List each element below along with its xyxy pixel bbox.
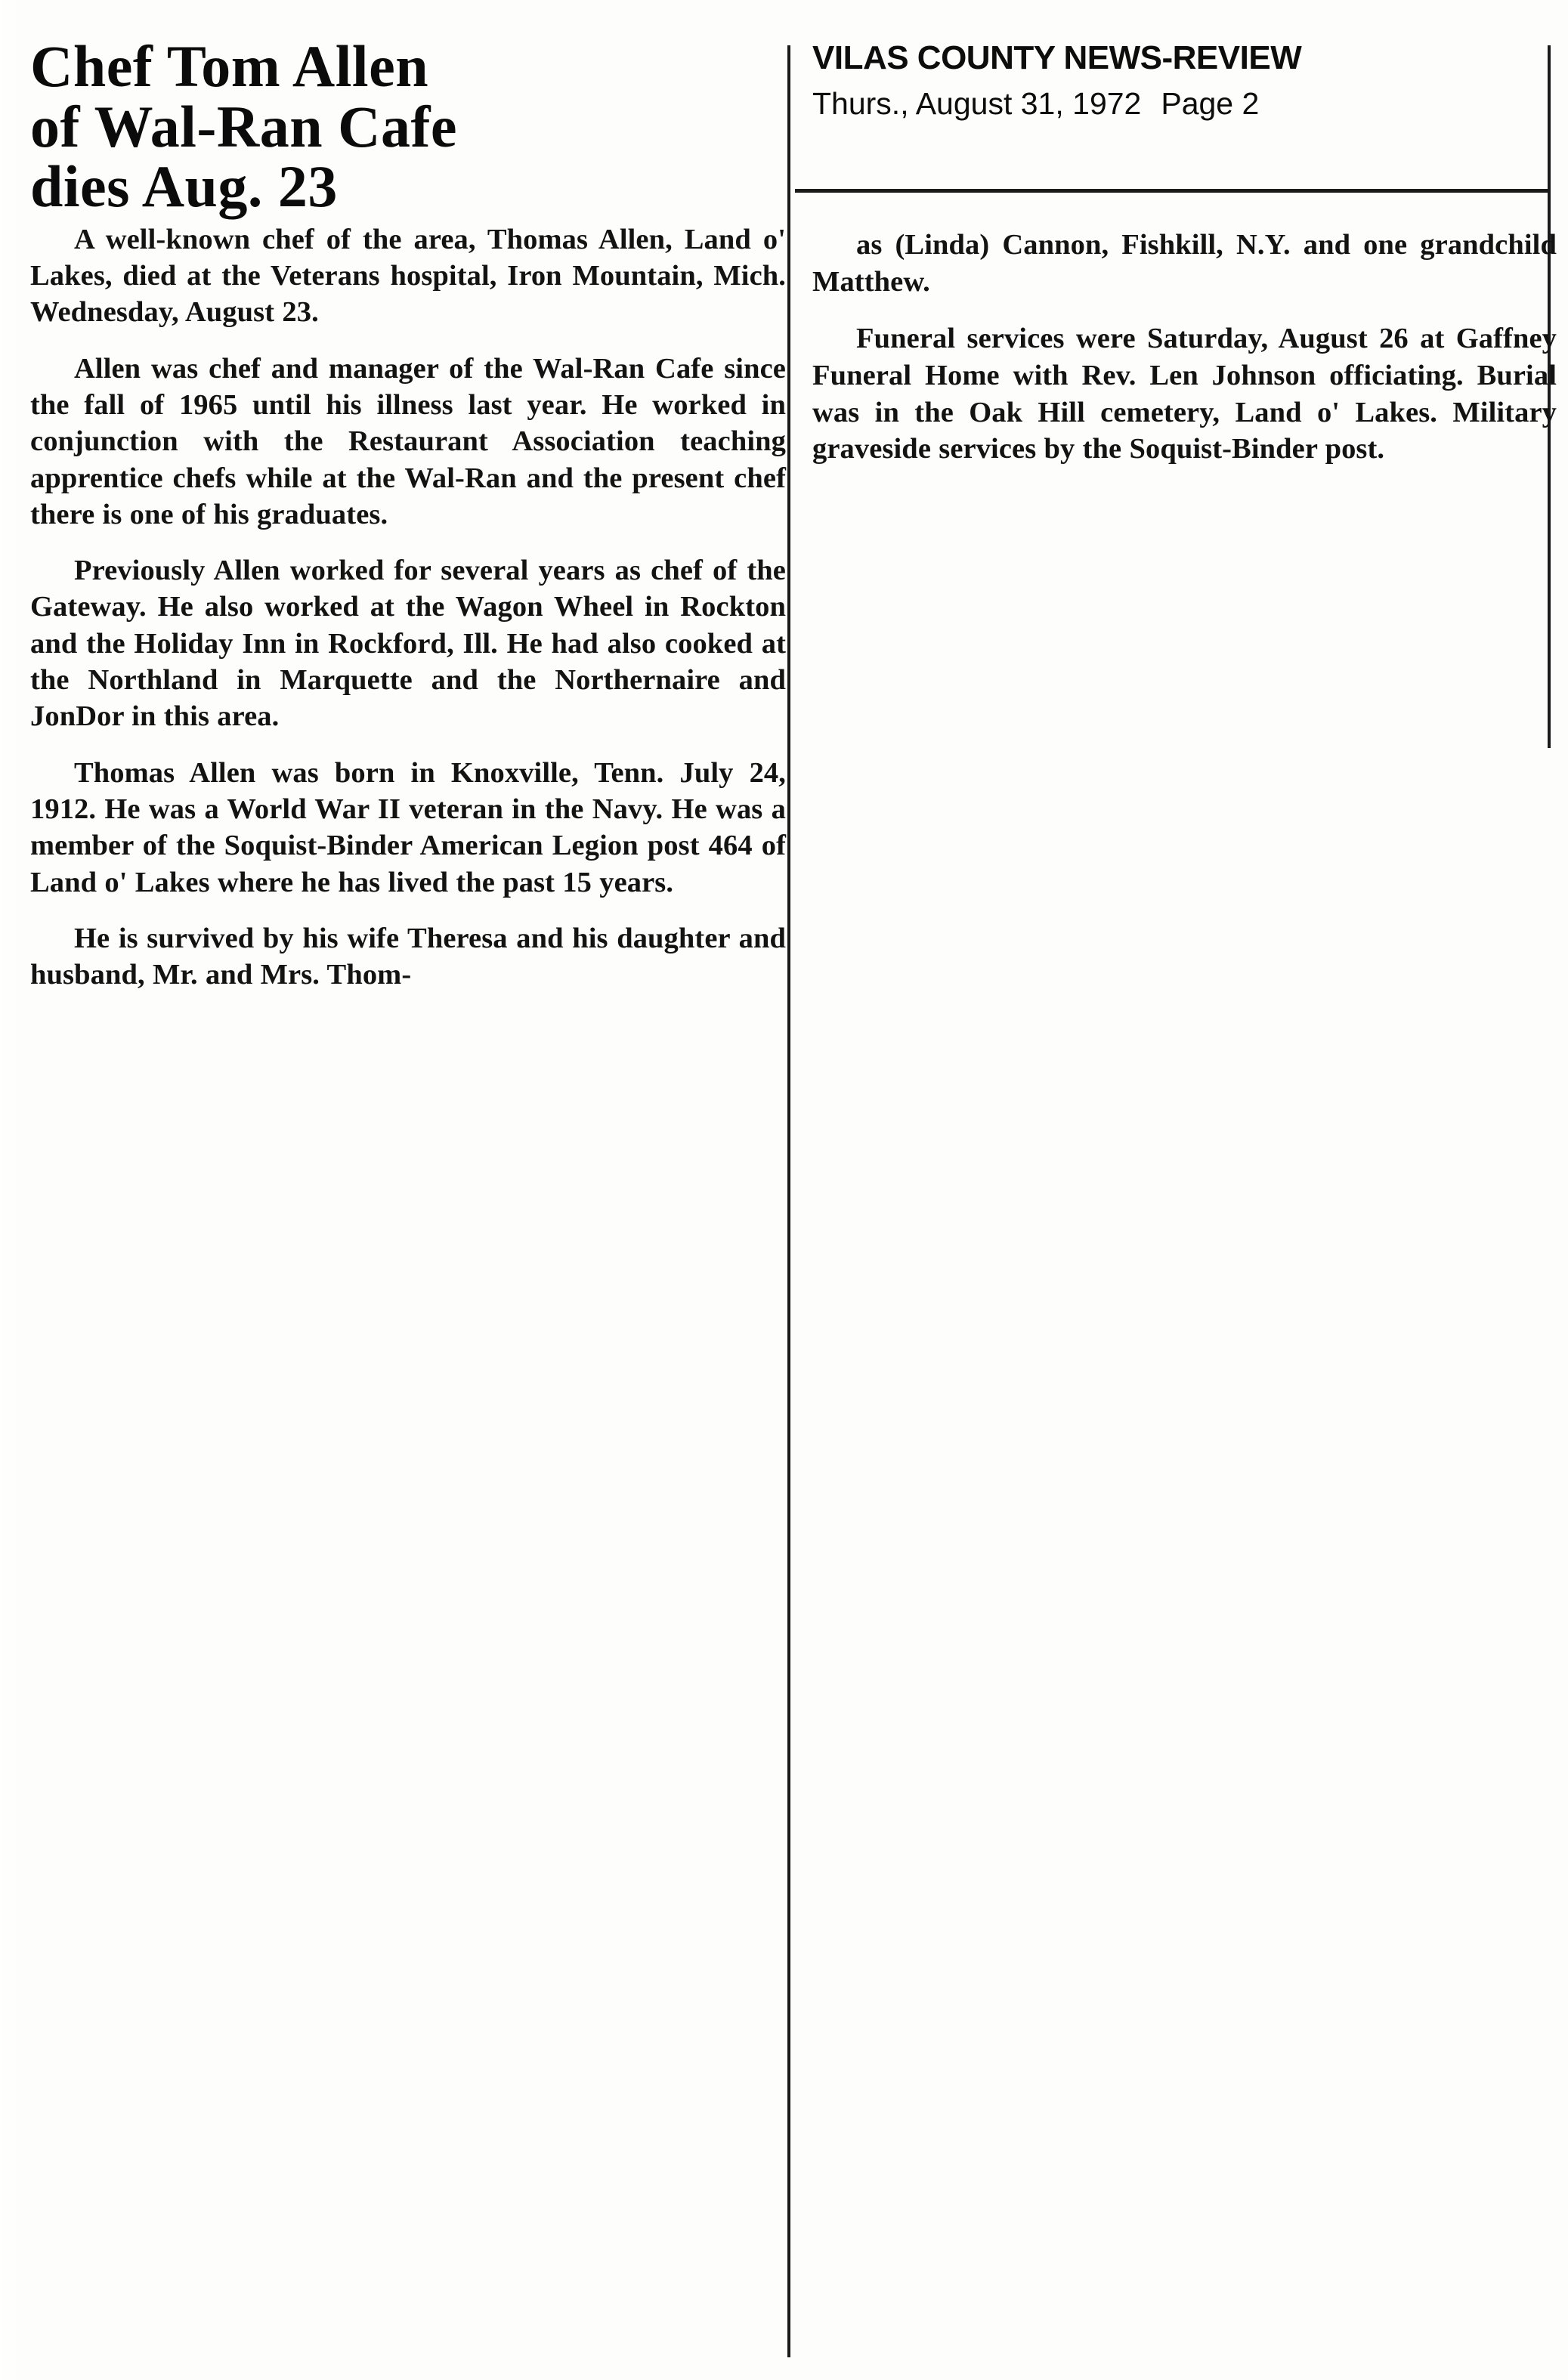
article-paragraph: Funeral services were Saturday, August 26 at Gaffney Funeral Home with Rev. Len Johnson officiating. Burial was in the Oak Hill cemetery, Land o' Lakes. Military graveside services by the Soquist-Binder post. [812, 322, 1557, 465]
left-column [30, 33, 786, 994]
masthead [812, 39, 1549, 122]
headline-line-1: Chef Tom Allen [30, 33, 429, 99]
scan-edge-fade [0, 0, 20, 2380]
article-paragraph: as (Linda) Cannon, Fishkill, N.Y. and one grandchild Matthew. [812, 229, 1557, 298]
page-number: Page 2 [1161, 86, 1260, 121]
article-paragraph: A well-known chef of the area, Thomas Allen, Land o' Lakes, died at the Veterans hospital, Iron Mountain, Mich. Wednesday, August 23. [30, 223, 786, 329]
article-paragraph: Allen was chef and manager of the Wal-Ran Cafe since the fall of 1965 until his illness last year. He worked in conjunction with the Restaurant Association teaching apprentice chefs while at the Wal-Ran and the present chef there is one of his graduates. [30, 352, 786, 530]
article-paragraph: He is survived by his wife Theresa and his daughter and husband, Mr. and Mrs. Thom- [30, 922, 786, 991]
headline-line-3: dies Aug. 23 [30, 153, 338, 220]
masthead-dateline-row [812, 86, 1549, 122]
article-paragraph: Previously Allen worked for several years as chef of the Gateway. He also worked at the Wagon Wheel in Rockton and the Holiday Inn in Rockford, Ill. He had also cooked at the Northland in Marquette and the Northernaire and JonDor in this area. [30, 555, 786, 733]
masthead-bottom-rule [795, 189, 1551, 193]
column-divider-rule [787, 45, 790, 2357]
article-headline [30, 33, 786, 220]
right-column [812, 227, 1557, 468]
headline-line-2: of Wal-Ran Cafe [30, 93, 458, 159]
publication-title: VILAS COUNTY NEWS-REVIEW [812, 39, 1302, 76]
article-paragraph: Thomas Allen was born in Knoxville, Tenn. July 24, 1912. He was a World War II veteran in the Navy. He was a member of the Soquist-Binder American Legion post 464 of Land o' Lakes where he has lived the past 15 years. [30, 756, 786, 898]
dateline: Thurs., August 31, 1972 [812, 86, 1142, 121]
